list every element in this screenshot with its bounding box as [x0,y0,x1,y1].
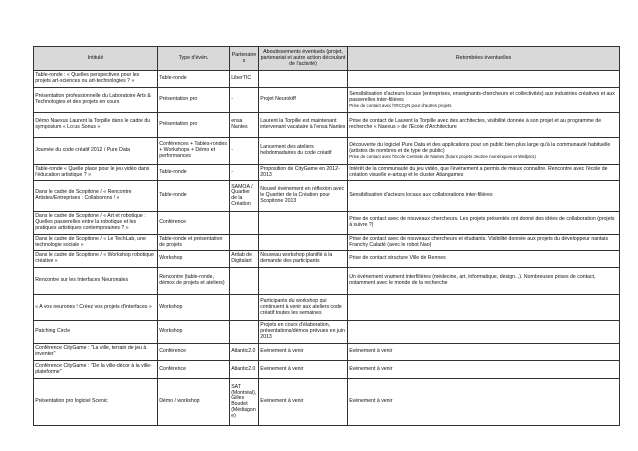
retombees-text: Sensibilisation d'acteurs locaux (entreprises, enseignants-chercheurs et collectivités) aux industries créatives et aux passerelles inter-filières [349,90,615,103]
table-row [34,321,620,344]
cell-type: Table-ronde [158,165,230,181]
retombees-text: Découverte du logiciel Pure Data et des applications pour un public bien plus large qu'à la communauté habituelle (artistes de nombres et de type de public) [349,141,611,154]
cell-retombees [348,321,620,344]
cell-intitule: Rencontre sur les Interfaces Neuronales [34,268,158,295]
cell-aboutissements: Evènement à venir [259,379,348,426]
cell-type: Workshop [158,251,230,268]
cell-aboutissements: Laurent la Torpille est maintenant intervenant vacataire à l'ensa Nantes [259,113,348,138]
cell-type: Présentation pro [158,88,230,113]
header-row [34,47,620,71]
cell-type: Présentation pro [158,113,230,138]
table-row [34,165,620,181]
cell-aboutissements [259,212,348,235]
cell-retombees: Evènement à venir [348,361,620,379]
cell-partenaires [230,295,259,321]
cell-intitule: Démo Naexus Laurent la Torpille dans le cadre du symposium « Lo:us Sonus » [34,113,158,138]
cell-type: Conférence [158,212,230,235]
cell-retombees: Prise de contact structure Ville de Rennes [348,251,620,268]
cell-aboutissements: Participants du workshop qui continuent à venir aux ateliers code créatif toutes les semaines [259,295,348,321]
cell-intitule: Dans le cadre de Scopitone / « Rencontre Artistes/Entreprises : Collaborons ! » [34,181,158,212]
cell-type: Table-ronde [158,71,230,88]
retombees-note: Prise de contact avec l'IRCCyN pour d'autres projets [349,102,452,108]
cell-aboutissements: Projet Neurokiff [259,88,348,113]
cell-type: Workshop [158,321,230,344]
cell-aboutissements: Nouvel événement en réflexion avec le Quartier de la Création pour Scopitone 2013 [259,181,348,212]
cell-intitule: Table-ronde « Quelle place pour le jeu vidéo dans l'éducation artistique ? » [34,165,158,181]
cell-intitule: Dans le cadre de Scopitone / « Le TechLab, une technologie sociale » [34,235,158,251]
table-row [34,113,620,138]
cell-retombees: Evènement à venir [348,379,620,426]
cell-intitule: Dans le cadre de Scopitone / « Art et robotique : Quelles passerelles entre la robotique et les pratiques artistiques contemporaines ? » [34,212,158,235]
cell-partenaires: - [230,165,259,181]
cell-aboutissements: Projets en cours d'élaboration, présentations/démos prévues en juin 2013 [259,321,348,344]
header-retombees: Retombées éventuelles [348,47,620,71]
retombees-note: Prise de contact avec l'Ecole Centrale de Nantes (futurs projets Jeu2ne numériques et Wallpics) [349,153,536,159]
table-row [34,138,620,165]
cell-retombees: Prise de contact avec de nouveaux chercheurs et étudiants. Visibilité donnée aux projets du développeur nantais Franchy Caladé (avec le robot Nao) [348,235,620,251]
cell-partenaires: SAMOA / Quartier de la Création [230,181,259,212]
cell-type: Workshop [158,295,230,321]
table-row [34,88,620,113]
table-row [34,251,620,268]
table-row [34,235,620,251]
cell-retombees [348,138,620,165]
table-row [34,295,620,321]
cell-intitule: « A vos neurones ! Créez vos projets d'interfaces » [34,295,158,321]
header-type: Type d'évén. [158,47,230,71]
cell-intitule: Présentation professionnelle du Laboratoire Arts & Technologies et des projets en cours [34,88,158,113]
header-partenaires: Partenaires [230,47,259,71]
cell-intitule: Conférence CityGame : "La ville, terrain de jeu à inventer" [34,344,158,361]
cell-retombees: Un événement vraiment interfilières (médecine, art, informatique, design...). Nombreuses prises de contact, notamment avec le monde de la recherche [348,268,620,295]
cell-partenaires: Artlab de Digitalart [230,251,259,268]
cell-type: Rencontre (table-ronde, démos de projets et ateliers) [158,268,230,295]
header-intitule: Intitulé [34,47,158,71]
cell-retombees [348,295,620,321]
cell-partenaires: LiberTIC [230,71,259,88]
cell-aboutissements: Proposition de CityGame en 2012-2013 [259,165,348,181]
cell-aboutissements: Evènement à venir [259,344,348,361]
header-aboutissements: Aboutissements éventuels (projet, partenariat et autre action découlant de l'activité) [259,47,348,71]
cell-aboutissements: Nouveau workshop planifié à la demande des participants [259,251,348,268]
table-row [34,181,620,212]
cell-partenaires: - [230,88,259,113]
cell-retombees [348,71,620,88]
cell-partenaires: ensa Nantes [230,113,259,138]
cell-aboutissements [259,268,348,295]
cell-aboutissements: Lancement des ateliers hebdomadaires du code créatif [259,138,348,165]
table-row [34,268,620,295]
cell-retombees: Prise de contact avec de nouveaux chercheurs. Les projets présentés ont donné des idées de collaboration (projets à suivre ?) [348,212,620,235]
cell-intitule: Conférence CityGame : "De la ville-décor à la ville-plateforme" [34,361,158,379]
cell-retombees [348,88,620,113]
cell-partenaires [230,235,259,251]
table-row [34,71,620,88]
cell-partenaires: - [230,138,259,165]
cell-type: Conférences + Tables-rondes + Workshops + Démo et performances [158,138,230,165]
cell-retombees: Evènement à venir [348,344,620,361]
cell-partenaires: Atlantic2.0 [230,344,259,361]
cell-retombees: Intérêt de la communauté du jeu vidéo, que l'événement a permis de mieux connaître. Rencontre avec l'école de création visuelle e-artsup et le cluster Atlangames [348,165,620,181]
table-row [34,212,620,235]
cell-partenaires: SAT (Montréal), Gilles Boudet (Médiagone) [230,379,259,426]
cell-retombees: Sensibilisation d'acteurs locaux aux collaborations inter-filières [348,181,620,212]
cell-intitule: Patching Circle [34,321,158,344]
cell-retombees: Prise de contact de Laurent la Torpille avec des architectes, visibilité donnée à son projet et au programme de recherche « Naexus » de l'Ecole d'Architecture [348,113,620,138]
table-row [34,379,620,426]
cell-aboutissements: Evènement à venir [259,361,348,379]
cell-partenaires [230,212,259,235]
cell-partenaires [230,321,259,344]
cell-aboutissements [259,235,348,251]
cell-partenaires [230,268,259,295]
cell-type: Conférence [158,361,230,379]
cell-type: Conférence [158,344,230,361]
cell-type: Démo / workshop [158,379,230,426]
document-page [33,46,619,426]
cell-intitule: Présentation pro logiciel Scenic [34,379,158,426]
cell-aboutissements [259,71,348,88]
cell-intitule: Table-ronde : « Quelles perspectives pour les projets art-sciences ou art-technologies ? » [34,71,158,88]
events-table [33,46,620,426]
table-row [34,361,620,379]
cell-partenaires: Atlantic2.0 [230,361,259,379]
cell-type: Table-ronde [158,181,230,212]
cell-intitule: Journée du code créatif 2012 / Pure Data [34,138,158,165]
table-row [34,344,620,361]
cell-intitule: Dans le cadre de Scopitone / « Workshop robotique créative » [34,251,158,268]
cell-type: Table-ronde et présentation de projets [158,235,230,251]
